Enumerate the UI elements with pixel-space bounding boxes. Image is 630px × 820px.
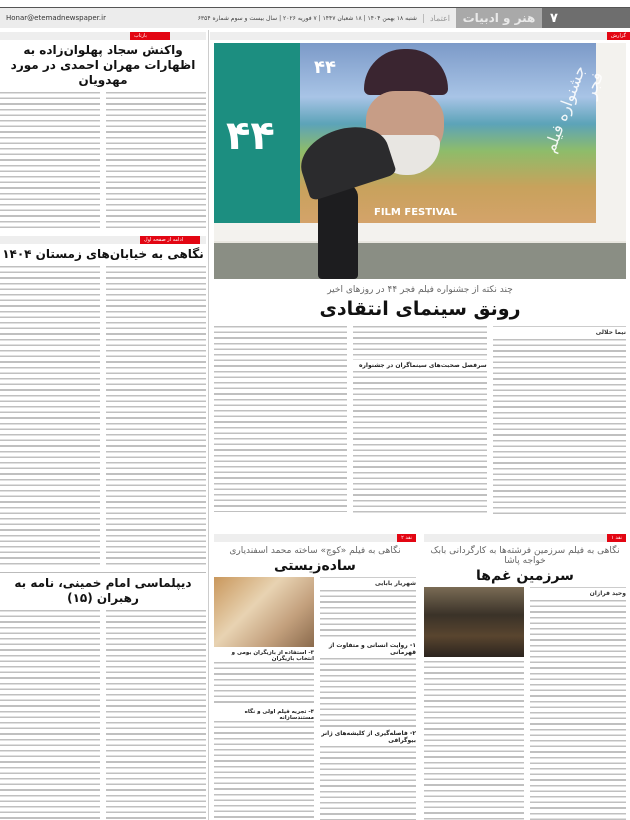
main-kicker: چند نکته از جشنواره فیلم فجر ۴۴ در روزهای اخیر bbox=[327, 285, 513, 295]
section-tag-continued: ادامه از صفحه اول bbox=[140, 236, 200, 244]
body-text bbox=[0, 610, 100, 820]
film-festival-text: FILM FESTIVAL bbox=[374, 207, 457, 218]
section-tag-review1: نقد ۱ bbox=[607, 534, 626, 542]
festival-photo bbox=[214, 43, 626, 279]
reviews-row bbox=[210, 534, 630, 820]
poster-calligraphy: جشنواره فیلم فجر bbox=[540, 62, 608, 156]
section-title: هنر و ادبیات bbox=[456, 8, 542, 28]
review1-byline: وحید فرازان bbox=[530, 587, 626, 597]
section-tag-review2: نقد ۲ bbox=[397, 534, 416, 542]
email-link[interactable]: Honar@etemadnewspaper.ir bbox=[6, 14, 106, 22]
festival-logo-large: ۴۴ bbox=[226, 113, 275, 159]
left-story2-body bbox=[0, 266, 206, 566]
main-body bbox=[210, 326, 630, 515]
body-text bbox=[493, 339, 626, 515]
review2-photo bbox=[214, 577, 314, 647]
left-story1-headline: واکنش سجاد پهلوان‌زاده به اظهارات مهران احمدی در مورد مهدویان bbox=[10, 43, 196, 87]
left-story3-headline: دیپلماسی امام خمینی، نامه به رهبران (۱۵) bbox=[14, 576, 192, 605]
body-text bbox=[320, 658, 416, 728]
main-col-2 bbox=[353, 326, 486, 515]
body-text bbox=[530, 600, 626, 820]
section-tag-report: گزارش bbox=[607, 32, 630, 40]
newspaper-logo: اعتماد bbox=[423, 14, 450, 23]
body-text bbox=[214, 662, 314, 706]
review2-subhead-1: ۱- روایت انسانی و متفاوت از قهرمانی bbox=[328, 642, 416, 656]
review-2 bbox=[210, 534, 420, 820]
masthead bbox=[0, 8, 630, 28]
review1-photo bbox=[424, 587, 524, 657]
review2-subhead-4: ۴- تجربه فیلم اولی و نگاه مستندسازانه bbox=[244, 709, 314, 721]
body-text bbox=[353, 371, 486, 513]
review2-byline: شهریار بابایی bbox=[320, 577, 416, 587]
review2-headline: ساده‌زیستی bbox=[274, 558, 356, 574]
body-text bbox=[320, 746, 416, 820]
section-bar bbox=[210, 32, 630, 40]
left-story1-body bbox=[0, 92, 206, 230]
section-bar bbox=[214, 534, 416, 542]
body-text bbox=[424, 661, 524, 820]
masthead-info bbox=[0, 8, 456, 28]
review2-subhead-2: ۲- فاصله‌گیری از کلیشه‌های ژانر بیوگرافی bbox=[321, 730, 416, 744]
body-text bbox=[106, 266, 206, 566]
body-text bbox=[106, 92, 206, 230]
body-text bbox=[0, 92, 100, 230]
body-text bbox=[353, 326, 486, 360]
review2-subhead-3: ۳- استفاده از بازیگران بومی و انتخاب بازیگران bbox=[231, 650, 314, 662]
review2-body bbox=[214, 577, 416, 820]
section-bar bbox=[0, 32, 206, 40]
main-byline: نیما حلالی bbox=[493, 326, 626, 336]
festival-logo-small: ۴۴ bbox=[314, 57, 336, 78]
main-report bbox=[210, 32, 630, 515]
body-text bbox=[106, 610, 206, 820]
body-text bbox=[0, 266, 100, 566]
main-headline: رونق سینمای انتقادی bbox=[319, 298, 521, 320]
column-divider bbox=[208, 30, 209, 820]
review1-body bbox=[424, 587, 626, 820]
review2-kicker: نگاهی به فیلم «کوچ» ساخته محمد اسفندیاری bbox=[229, 546, 401, 556]
section-bar bbox=[0, 236, 206, 244]
pedestrian-figure bbox=[318, 183, 358, 279]
body-text bbox=[320, 590, 416, 640]
divider bbox=[0, 572, 206, 573]
main-col-3 bbox=[214, 326, 347, 515]
section-tag-reflection: بازتاب bbox=[130, 32, 170, 40]
page-number: ۷ bbox=[542, 8, 630, 28]
review-1 bbox=[420, 534, 630, 820]
body-text bbox=[214, 721, 314, 820]
main-subheading: سرفصل صحبت‌های سینماگران در جشنواره bbox=[358, 362, 487, 369]
review1-headline: سرزمین غم‌ها bbox=[476, 568, 574, 584]
left-story3-body bbox=[0, 610, 206, 820]
body-text bbox=[214, 326, 347, 512]
left-story2-headline: نگاهی به خیابان‌های زمستان ۱۴۰۴ bbox=[2, 247, 204, 261]
date-line: شنبه ۱۸ بهمن ۱۴۰۴ | ۱۸ شعبان ۱۴۴۷ | ۷ فوریه ۲۰۲۶ | سال بیست و سوم شماره ۶۳۵۴ bbox=[197, 14, 417, 22]
main-col-1 bbox=[493, 326, 626, 515]
left-column bbox=[0, 32, 206, 820]
section-bar bbox=[424, 534, 626, 542]
review1-kicker: نگاهی به فیلم سرزمین فرشته‌ها به کارگردانی بابک خواجه پاشا bbox=[430, 546, 620, 566]
street-ground bbox=[214, 243, 626, 279]
